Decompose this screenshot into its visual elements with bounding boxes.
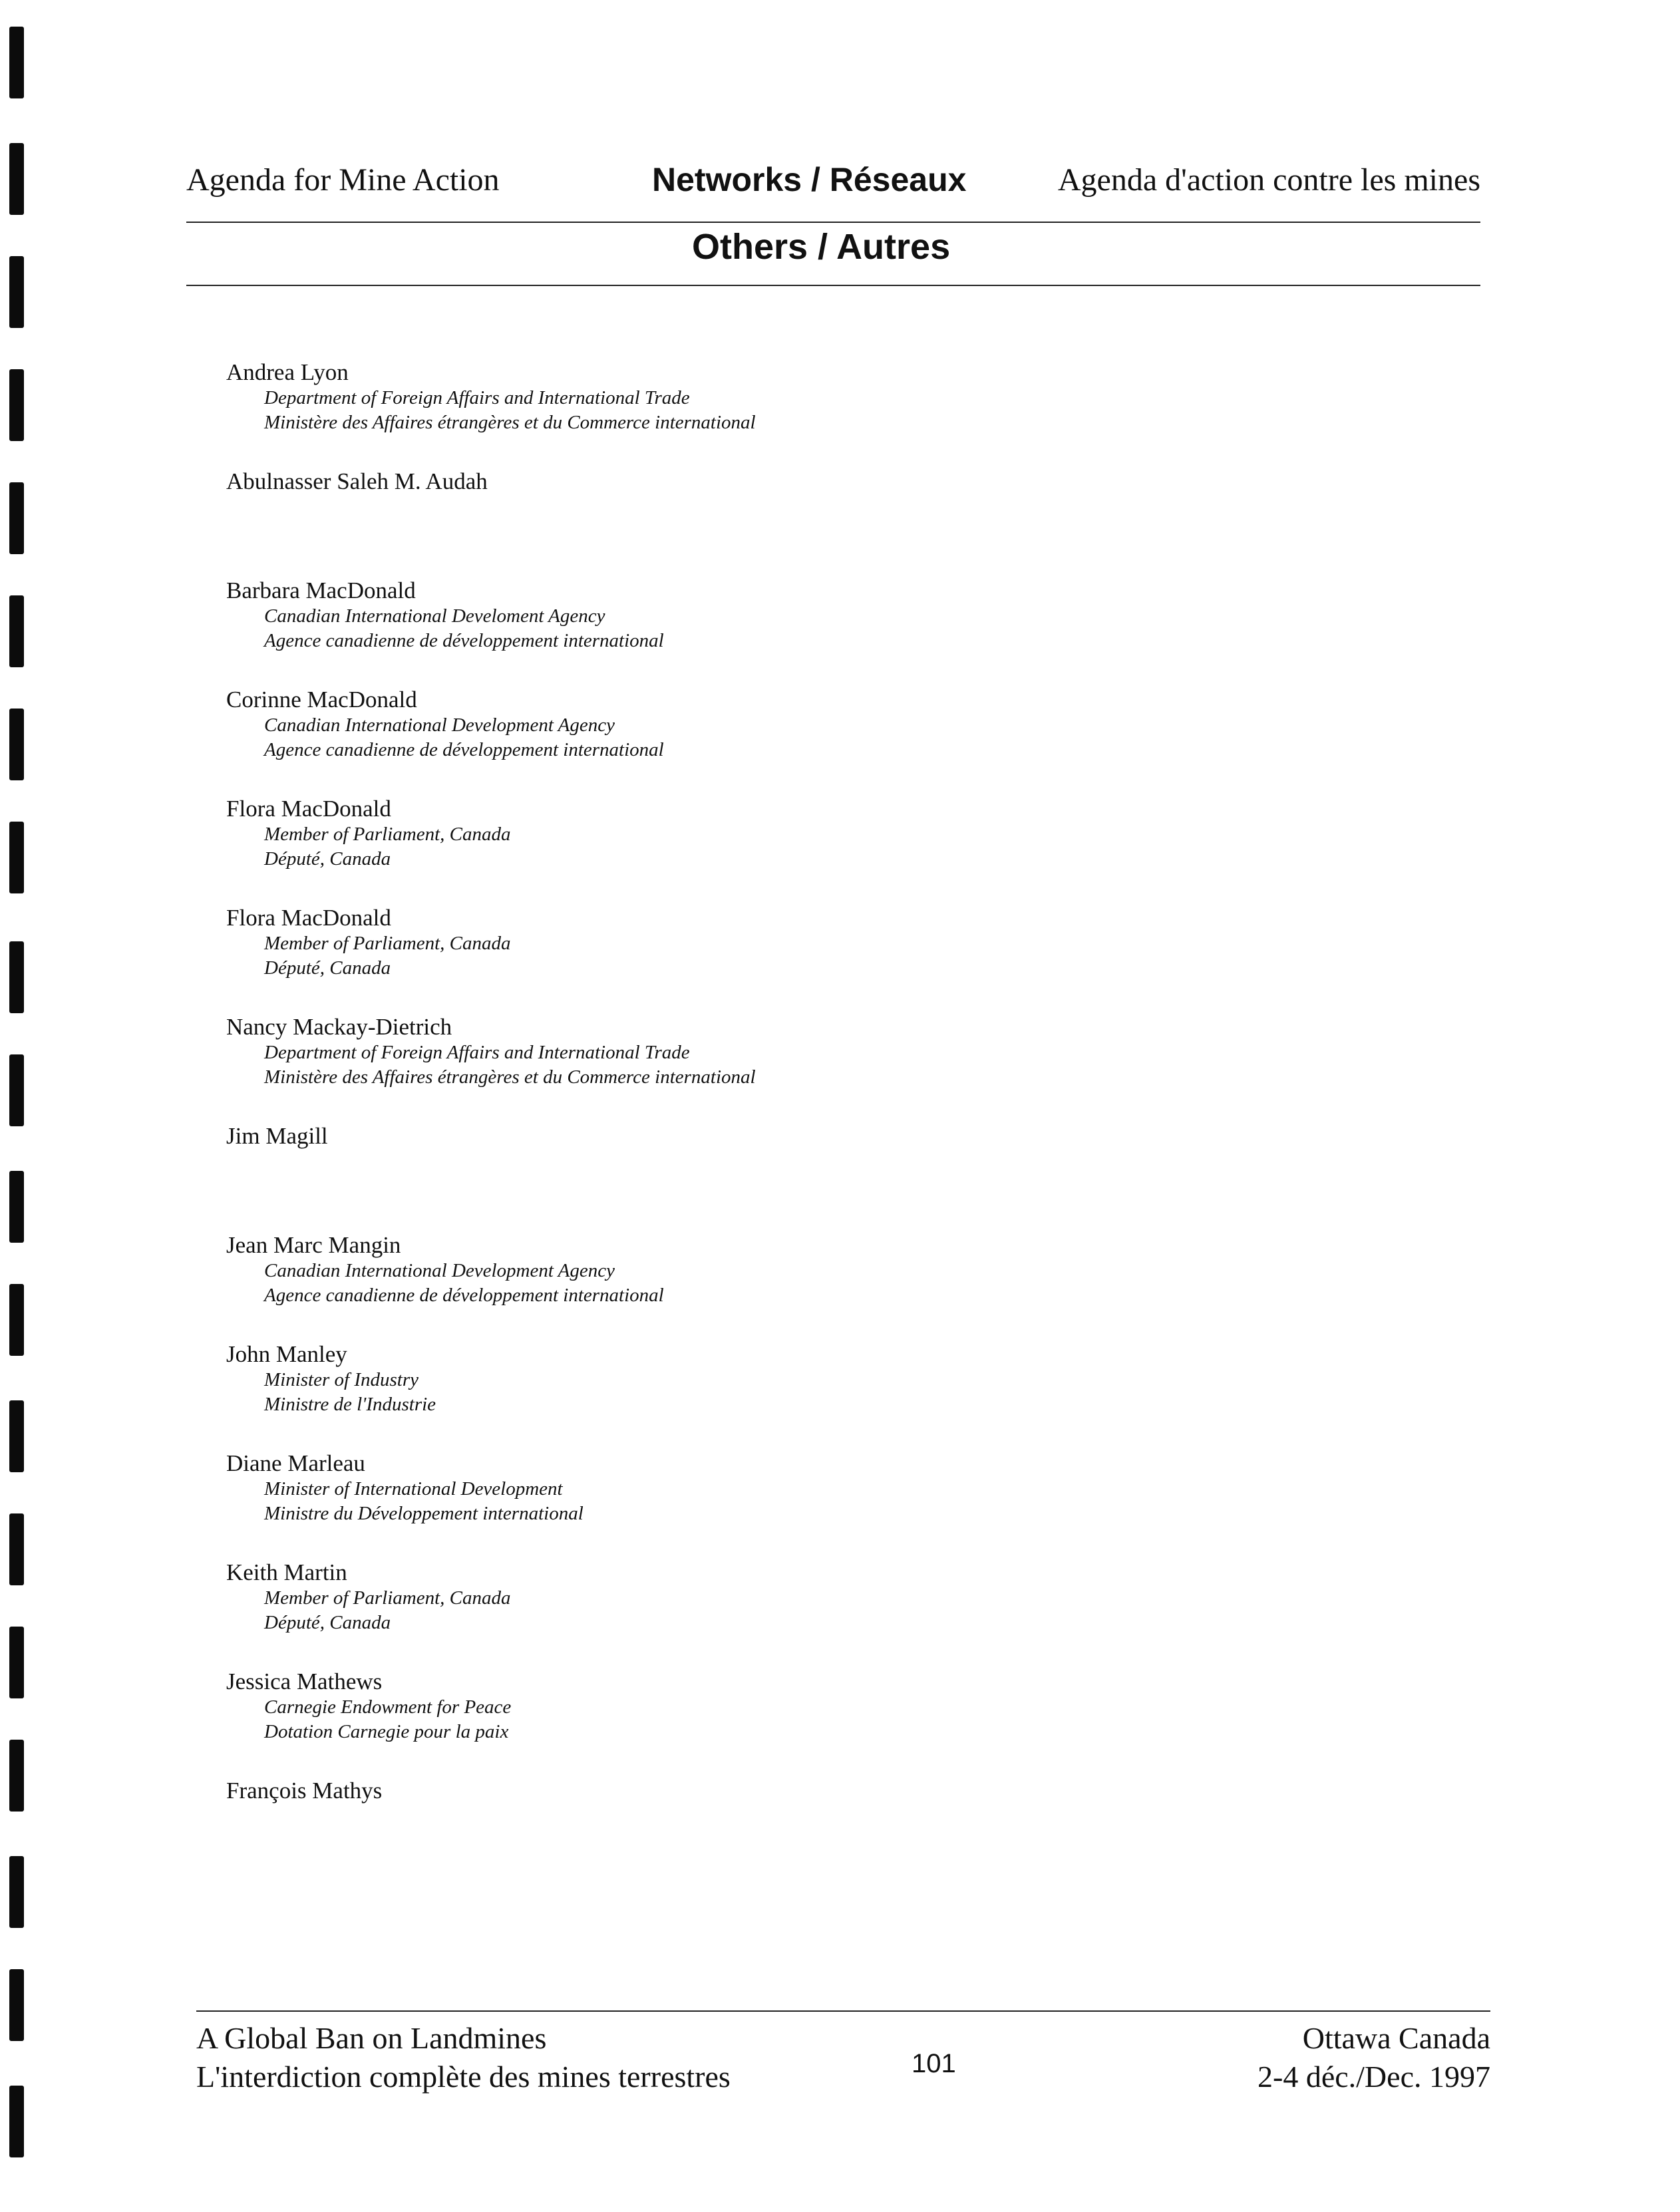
footer-location: Ottawa Canada: [1302, 2021, 1490, 2055]
participant-entry: [226, 1668, 1424, 1778]
participant-name: Diane Marleau: [226, 1450, 365, 1476]
participant-name: François Mathys: [226, 1778, 383, 1804]
punch-mark: [9, 2086, 24, 2157]
binder-punch-marks: [0, 0, 40, 2212]
punch-mark: [9, 143, 24, 215]
affiliation-french: Député, Canada: [264, 957, 391, 979]
affiliation-french: Ministre de l'Industrie: [264, 1394, 436, 1415]
participant-entry: [226, 1341, 1424, 1450]
participant-entry: [226, 1778, 1424, 1887]
participant-name: Flora MacDonald: [226, 796, 391, 822]
affiliation-french: Ministre du Développement international: [264, 1503, 584, 1524]
punch-mark: [9, 1400, 24, 1472]
affiliation-english: Member of Parliament, Canada: [264, 824, 511, 845]
punch-mark: [9, 1513, 24, 1585]
punch-mark: [9, 1856, 24, 1928]
participant-entry: [226, 1232, 1424, 1341]
participant-name: Keith Martin: [226, 1559, 347, 1585]
punch-mark: [9, 1969, 24, 2041]
affiliation-french: Député, Canada: [264, 848, 391, 869]
footer-event-title: [196, 2019, 731, 2096]
affiliation-english: Department of Foreign Affairs and International Trade: [264, 1042, 690, 1063]
participant-name: Nancy Mackay-Dietrich: [226, 1014, 452, 1040]
header-left-title: Agenda for Mine Action: [186, 162, 500, 198]
punch-mark: [9, 482, 24, 554]
participant-entry: [226, 1559, 1424, 1668]
punch-mark: [9, 256, 24, 328]
affiliation-english: Carnegie Endowment for Peace: [264, 1696, 512, 1718]
participant-entry: [226, 468, 1424, 577]
punch-mark: [9, 822, 24, 893]
participant-entry: [226, 577, 1424, 687]
participant-name: Corinne MacDonald: [226, 687, 417, 712]
page-subtitle: Others / Autres: [692, 227, 951, 267]
punch-mark: [9, 709, 24, 780]
participant-list: [226, 359, 1424, 1887]
header-right-title: Agenda d'action contre les mines: [1057, 162, 1480, 198]
punch-mark: [9, 369, 24, 441]
affiliation-french: Ministère des Affaires étrangères et du Commerce international: [264, 1066, 756, 1088]
participant-entry: [226, 905, 1424, 1014]
affiliation-french: Agence canadienne de développement international: [264, 1285, 664, 1306]
participant-entry: [226, 359, 1424, 468]
affiliation-english: Member of Parliament, Canada: [264, 933, 511, 954]
participant-entry: [226, 1014, 1424, 1123]
participant-entry: [226, 796, 1424, 905]
participant-name: Barbara MacDonald: [226, 577, 416, 603]
footer-divider: [196, 2010, 1490, 2012]
participant-name: Jim Magill: [226, 1123, 328, 1149]
footer-title-french: L'interdiction complète des mines terrestres: [196, 2060, 731, 2094]
punch-mark: [9, 1627, 24, 1698]
punch-mark: [9, 941, 24, 1013]
participant-name: Jessica Mathews: [226, 1668, 383, 1694]
punch-mark: [9, 595, 24, 667]
participant-name: John Manley: [226, 1341, 347, 1367]
affiliation-english: Minister of Industry: [264, 1369, 419, 1390]
footer-title-english: A Global Ban on Landmines: [196, 2021, 547, 2055]
header-section-title: Networks / Réseaux: [652, 161, 967, 198]
punch-mark: [9, 1284, 24, 1356]
affiliation-english: Canadian International Develoment Agency: [264, 605, 605, 627]
participant-name: Abulnasser Saleh M. Audah: [226, 468, 488, 494]
footer-event-details: [1258, 2019, 1490, 2096]
page-number: 101: [912, 2049, 956, 2078]
punch-mark: [9, 1740, 24, 1812]
affiliation-english: Canadian International Development Agency: [264, 714, 615, 736]
affiliation-french: Dotation Carnegie pour la paix: [264, 1721, 509, 1742]
page-header: [186, 150, 1480, 210]
header-divider: [186, 222, 1480, 223]
affiliation-english: Minister of International Development: [264, 1478, 563, 1500]
participant-entry: [226, 687, 1424, 796]
punch-mark: [9, 27, 24, 98]
affiliation-french: Ministère des Affaires étrangères et du Commerce international: [264, 412, 756, 433]
affiliation-english: Canadian International Development Agency: [264, 1260, 615, 1281]
participant-name: Jean Marc Mangin: [226, 1232, 401, 1258]
participant-name: Flora MacDonald: [226, 905, 391, 931]
footer-dates: 2-4 déc./Dec. 1997: [1258, 2060, 1490, 2094]
punch-mark: [9, 1054, 24, 1126]
affiliation-french: Député, Canada: [264, 1612, 391, 1633]
affiliation-english: Member of Parliament, Canada: [264, 1587, 511, 1609]
participant-name: Andrea Lyon: [226, 359, 349, 385]
punch-mark: [9, 1171, 24, 1243]
affiliation-english: Department of Foreign Affairs and International Trade: [264, 387, 690, 408]
participant-entry: [226, 1450, 1424, 1559]
subtitle-divider: [186, 285, 1480, 286]
affiliation-french: Agence canadienne de développement international: [264, 739, 664, 760]
participant-entry: [226, 1123, 1424, 1232]
affiliation-french: Agence canadienne de développement international: [264, 630, 664, 651]
